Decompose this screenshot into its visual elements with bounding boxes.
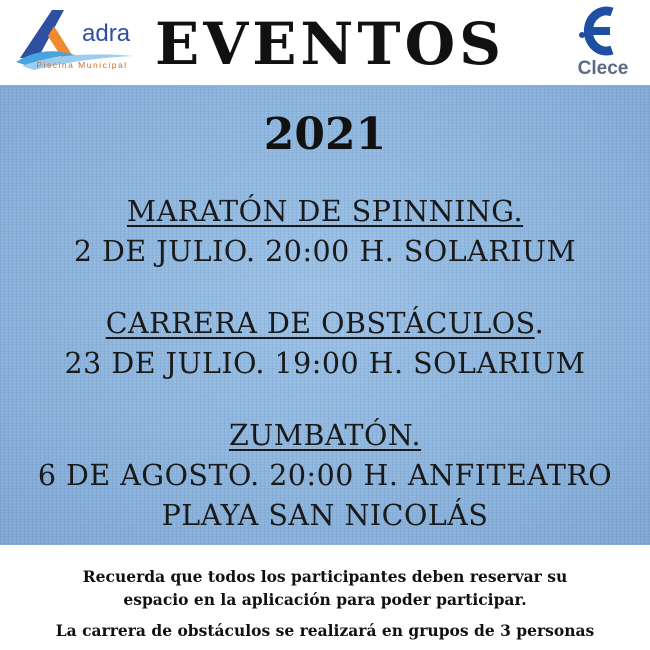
footer-notes [0, 545, 650, 650]
events-panel [0, 85, 650, 545]
event-3-details: 6 DE AGOSTO. 20:00 H. ANFITEATRO [37, 459, 613, 492]
header [0, 0, 650, 85]
event-1-suffix: . [513, 195, 524, 228]
adra-logo-subtitle: Piscina Municipal [36, 60, 128, 70]
footer-note-line-2: espacio en la aplicación para poder participar. [123, 590, 527, 609]
footer-note-line-3: La carrera de obstáculos se realizará en grupos de 3 personas [55, 621, 595, 640]
event-3-name: ZUMBATÓN [228, 419, 412, 452]
event-3-location: PLAYA SAN NICOLÁS [161, 499, 489, 532]
event-2-details: 23 DE JULIO. 19:00 H. SOLARIUM [64, 347, 586, 380]
event-1-details: 2 DE JULIO. 20:00 H. SOLARIUM [73, 235, 577, 268]
event-3-title [0, 419, 650, 452]
event-1-title [0, 195, 650, 228]
adra-logo-text: adra [82, 20, 131, 47]
clece-logo-text: Clece [577, 58, 629, 79]
adra-logo [14, 4, 140, 78]
clece-logo [560, 4, 640, 80]
event-2-title [0, 307, 650, 340]
event-2-suffix: . [534, 307, 545, 340]
page-title: EVENTOS [154, 10, 505, 78]
footer-note-line-1: Recuerda que todos los participantes deben reservar su [82, 567, 568, 586]
event-1-name: MARATÓN DE SPINNING [126, 195, 514, 228]
event-2-name: CARRERA DE OBSTÁCULOS [105, 307, 535, 340]
event-3-suffix: . [411, 419, 422, 452]
clece-e-icon [560, 4, 640, 60]
events-year: 2021 [263, 109, 387, 160]
